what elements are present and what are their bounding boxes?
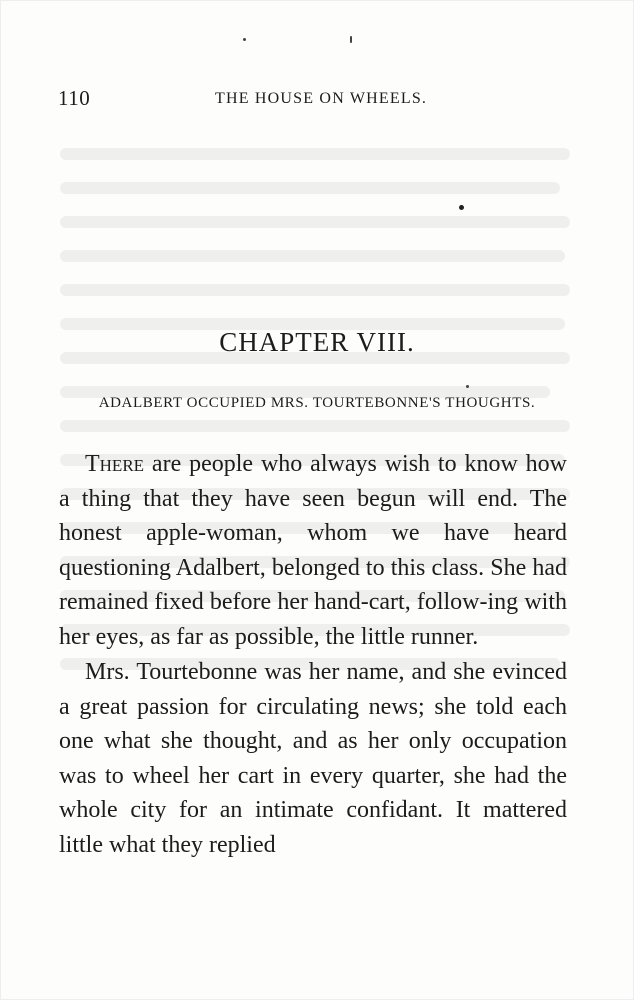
paragraph-1-lead-word: There: [85, 451, 145, 477]
paragraph-1-text: are people who always wish to know how a thing that they have seen begun will end. The honest apple-woman, whom we have heard questioning Adalbert, belonged to this class. She had remained fixed before her hand-cart, follow-ing with her eyes, as far as possible, the little runner.: [59, 451, 567, 650]
page-number: 110: [58, 86, 91, 110]
chapter-title: CHAPTER VIII.: [219, 327, 415, 357]
chapter-subtitle: ADALBERT OCCUPIED MRS. TOURTEBONNE'S THOUGHTS.: [98, 395, 536, 411]
ink-speck: [350, 36, 352, 43]
body-text: [59, 447, 567, 862]
running-head: THE HOUSE ON WHEELS.: [215, 90, 428, 107]
ink-speck: [243, 38, 246, 41]
ink-speck: [459, 205, 464, 210]
ink-speck: [466, 385, 469, 388]
paragraph-1: [59, 447, 567, 654]
paragraph-2: Mrs. Tourtebonne was her name, and she evinced a great passion for circulating news; she told each one what she thought, and as her only occupation was to wheel her cart in every quarter, she had the whole city for an intimate confidant. It mattered little what they replied: [59, 659, 567, 858]
